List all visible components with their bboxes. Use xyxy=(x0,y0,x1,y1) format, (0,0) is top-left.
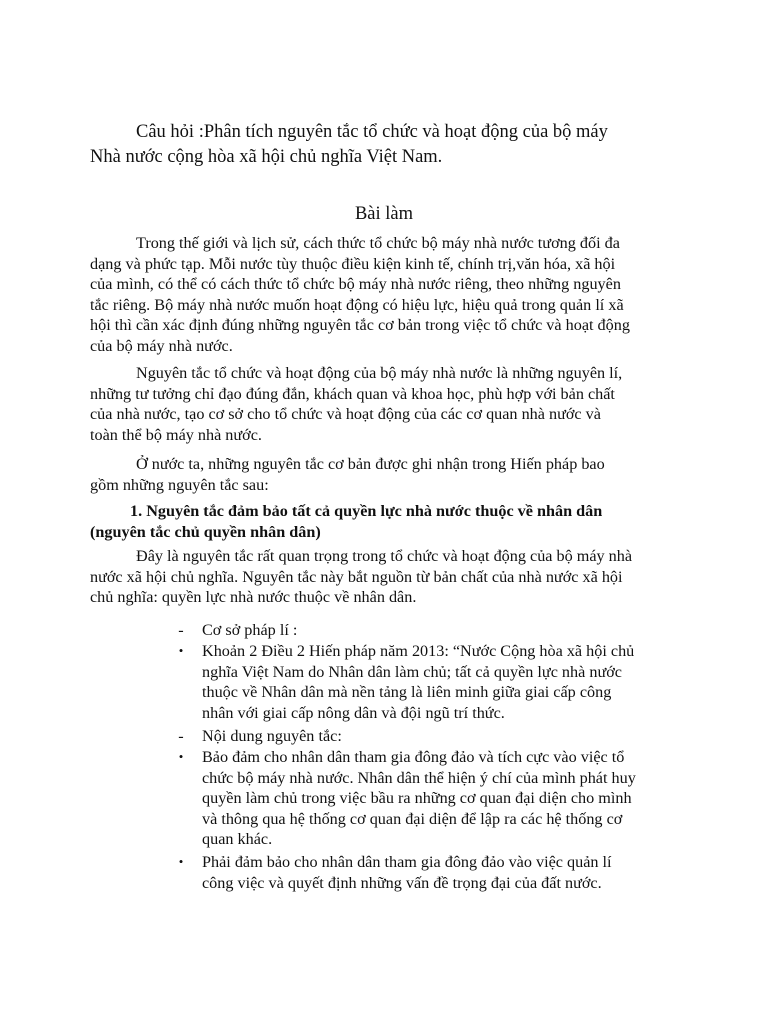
list-item-text: Nội dung nguyên tắc: xyxy=(202,727,342,745)
list-item-text: Cơ sở pháp lí : xyxy=(202,621,298,639)
question-line-1: Câu hỏi :Phân tích nguyên tắc tổ chức và hoạt động của bộ máy xyxy=(136,122,608,142)
text-line: Đây là nguyên tắc rất quan trọng trong tổ chức và hoạt động của bộ máy nhà xyxy=(136,547,633,565)
text-line: gồm những nguyên tắc sau: xyxy=(90,475,269,494)
text-line: quan khác. xyxy=(202,830,273,848)
bullet-marker: • xyxy=(178,854,184,869)
text-line: của nhà nước, tạo cơ sở cho tổ chức và hoạt động của các cơ quan nhà nước và xyxy=(90,405,601,423)
bullet-item-constitution-clause xyxy=(170,641,730,723)
text-line: nghĩa Việt Nam do Nhân dân làm chủ; tất cả quyền lực nhà nước xyxy=(202,662,622,681)
text-line: Nguyên tắc tổ chức và hoạt động của bộ máy nhà nước là những nguyên lí, xyxy=(136,364,623,382)
text-line: và thông qua hệ thống cơ quan đại diện để lập ra các hệ thống cơ xyxy=(202,809,623,828)
text-line: Bảo đảm cho nhân dân tham gia đông đảo và tích cực vào việc tổ xyxy=(202,748,625,766)
principle-1-title xyxy=(90,501,702,542)
question-title xyxy=(90,120,710,170)
bullet-marker: • xyxy=(178,749,184,764)
text-line: Ở nước ta, những nguyên tắc cơ bản được ghi nhận trong Hiến pháp bao xyxy=(136,455,605,473)
section-heading: Bài làm xyxy=(354,204,414,224)
text-line: công việc và quyết định những vấn đề trọng đại của đất nước. xyxy=(202,873,602,892)
title-line: (nguyên tắc chủ quyền nhân dân) xyxy=(90,522,321,541)
question-line-2: Nhà nước cộng hòa xã hội chủ nghĩa Việt Nam. xyxy=(90,147,443,167)
dash-marker: - xyxy=(178,727,184,745)
dash-marker: - xyxy=(178,621,184,639)
title-line: 1. Nguyên tắc đảm bảo tất cả quyền lực nhà nước thuộc về nhân dân xyxy=(130,502,603,520)
text-line: nước xã hội chủ nghĩa. Nguyên tắc này bắt nguồn từ bản chất của nhà nước xã hội xyxy=(90,567,623,586)
paragraph-constitution xyxy=(90,454,702,495)
text-line: của mình, có thể có cách thức tổ chức bộ máy nhà nước riêng, theo những nguyên xyxy=(90,275,621,293)
text-line: toàn thể bộ máy nhà nước. xyxy=(90,425,262,444)
paragraph-principle-1 xyxy=(90,546,702,608)
paragraph-intro xyxy=(90,233,702,356)
text-line: chức bộ máy nhà nước. Nhân dân thể hiện ý chí của mình phát huy xyxy=(202,768,636,787)
text-line: quyền làm chủ trong việc bầu ra những cơ quan đại diện cho mình xyxy=(202,789,632,807)
text-line: nhân với giai cấp nông dân và đội ngũ trí thức. xyxy=(202,703,505,722)
list-item-legal-basis xyxy=(170,620,730,641)
text-line: những tư tưởng chỉ đạo đúng đắn, khách quan và khoa học, phù hợp với bản chất xyxy=(90,384,615,403)
bullet-item-participation xyxy=(170,747,730,850)
bullet-marker: • xyxy=(178,643,184,658)
bullet-item-management xyxy=(170,852,730,893)
text-line: Trong thế giới và lịch sử, cách thức tổ chức bộ máy nhà nước tương đối đa xyxy=(136,234,620,252)
text-line: hội thì cần xác định đúng những nguyên tắc cơ bản trong việc tổ chức và hoạt động xyxy=(90,316,630,334)
text-line: tắc riêng. Bộ máy nhà nước muốn hoạt động có hiệu lực, hiệu quả trong quản lí xã xyxy=(90,295,624,314)
text-line: Khoản 2 Điều 2 Hiến pháp năm 2013: “Nước Cộng hòa xã hội chủ xyxy=(202,642,635,660)
paragraph-definition xyxy=(90,363,702,445)
text-line: Phải đảm bảo cho nhân dân tham gia đông đảo vào việc quản lí xyxy=(202,853,612,871)
text-line: chủ nghĩa: quyền lực nhà nước thuộc về nhân dân. xyxy=(90,588,417,606)
text-line: thuộc về Nhân dân mà nền tảng là liên minh giữa giai cấp công xyxy=(202,683,612,701)
text-line: dạng và phức tạp. Mỗi nước tùy thuộc điều kiện kinh tế, chính trị,văn hóa, xã hội xyxy=(90,254,616,273)
list-item-content xyxy=(170,726,730,747)
text-line: của bộ máy nhà nước. xyxy=(90,336,233,355)
